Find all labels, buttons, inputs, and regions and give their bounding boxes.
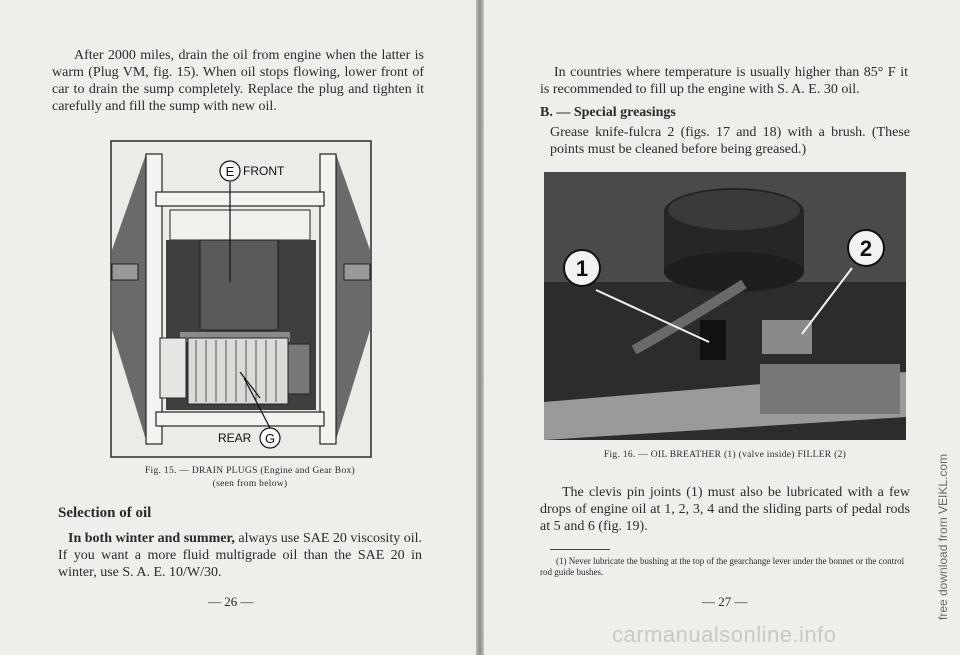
marker-1: 1 <box>575 256 589 281</box>
marker-e: E <box>225 164 235 179</box>
label-front: FRONT <box>243 164 285 178</box>
right-page <box>484 0 960 655</box>
figure-15-subcaption: (seen from below) <box>212 479 288 489</box>
oil-breather-photo <box>544 172 906 440</box>
book-gutter <box>476 0 484 655</box>
footnote: (1) Never lubricate the bushing at the top of the gearchange lever under the bonnet or the control rod guide bushes. <box>540 556 905 577</box>
grease-paragraph: Grease knife-fulcra 2 (figs. 17 and 18) with a brush. (These points must be cleaned before being greased.) <box>550 125 910 157</box>
oil-bold: In both winter and summer, <box>68 531 235 546</box>
temperature-paragraph: In countries where temperature is usually higher than 85° F it is recommended to fill up the engine with S. A. E. 30 oil. <box>540 65 908 97</box>
figure-16-caption: Fig. 16. — OIL BREATHER (1) (valve inside) FILLER (2) <box>603 450 847 460</box>
marker-g: G <box>264 431 276 446</box>
oil-paragraph <box>58 530 422 581</box>
clevis-paragraph: The clevis pin joints (1) must also be lubricated with a few drops of engine oil at 1, 2, 3, 4 and the sliding parts of pedal rods at 5 and 6 (fig. 19). <box>540 485 910 534</box>
footnote-rule <box>550 549 610 550</box>
left-page <box>0 0 476 655</box>
figure-15-caption: Fig. 15. — DRAIN PLUGS (Engine and Gear Box) <box>144 466 356 476</box>
intro-paragraph: After 2000 miles, drain the oil from engine when the latter is warm (Plug VM, fig. 15). When oil stops flowing, lower front of car to drain the sump completely. Replace the plug and tighten it carefully and fill the sump with new oil. <box>52 48 424 114</box>
drain-plugs-diagram <box>110 140 372 458</box>
page-number-left: — 26 — <box>208 594 254 609</box>
label-rear: REAR <box>218 431 252 445</box>
marker-2: 2 <box>859 236 873 261</box>
section-heading: Selection of oil <box>58 505 152 521</box>
page-number-right: — 27 — <box>702 594 748 609</box>
section-b-heading: B. — Special greasings <box>540 105 676 120</box>
side-watermark: free download from VEIKL.com <box>936 453 950 620</box>
oil-text: always use SAE 20 viscosity oil. If you want a more fluid multigrade oil than the SAE 20 in winter, use S. A. E. 10/W/30. <box>58 531 422 580</box>
bottom-watermark: carmanualsonline.info <box>612 622 837 647</box>
